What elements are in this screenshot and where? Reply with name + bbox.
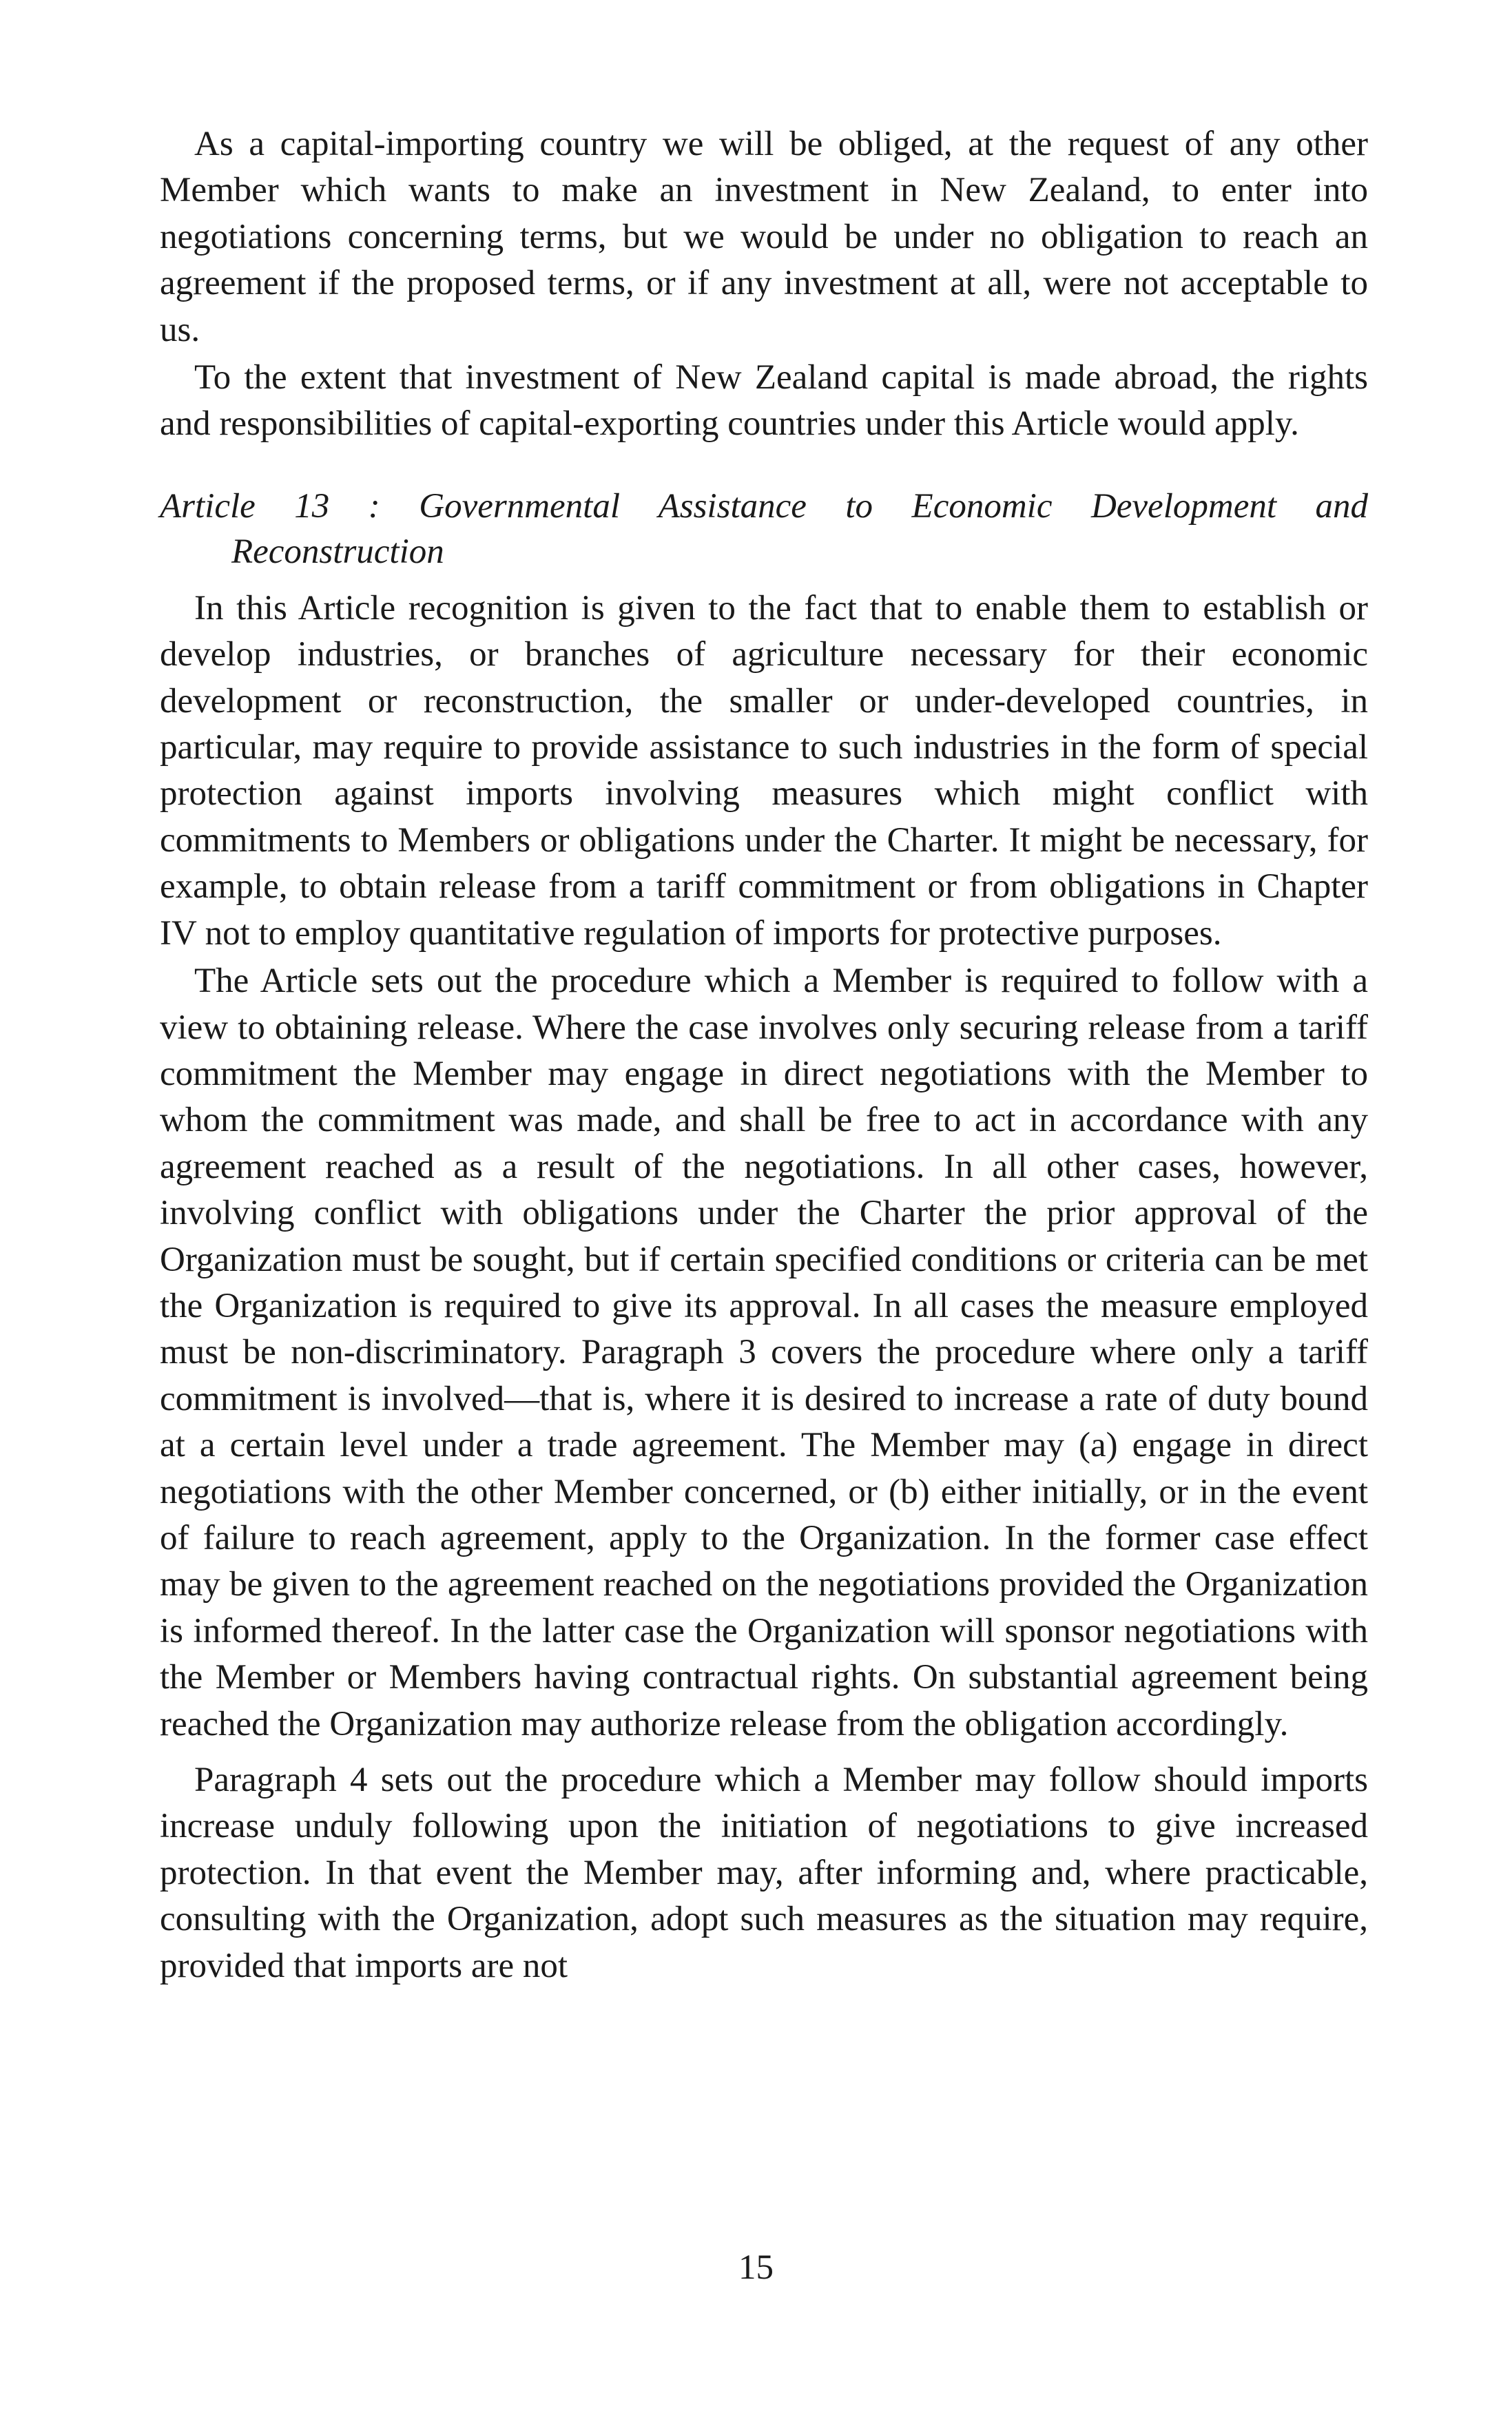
page-number: 15 [738,2248,774,2287]
article-13-heading [160,484,1368,574]
paragraph-capital-exporting: To the extent that investment of New Zealand capital is made abroad, the rights and responsibilities of capital-exporting countries under this Article would apply. [160,358,1368,444]
paragraph-4: Paragraph 4 sets out the procedure which a Member may follow should imports increase unduly following upon the initiation of negotiations to give increased protection. In that event the Member may, after informing and, where practicable, consulting with the Organization, adopt such measures as the situation may require, provided that imports are not [160,1761,1368,1985]
page-body [160,121,1368,1989]
article-13-heading-line1: Article 13 : Governmental Assistance to Economic Development and [160,486,1368,526]
paragraph-recognition: In this Article recognition is given to the fact that to enable them to establish or develop industries, or branches of agriculture necessary for their economic development or reconstruction, the smaller or under-developed countries, in particular, may require to provide assistance to such industries in the form of special protection against imports involving measures which might conflict with commitments to Members or obligations under the Charter. It might be necessary, for example, to obtain release from a tariff commitment or from obligations in Chapter IV not to employ quantitative regulation of imports for protective purposes. [160,588,1368,953]
paragraph-procedure: The Article sets out the procedure which a Member is required to follow with a view to obtaining release. Where the case involves only securing release from a tariff commitment the Member may engage in direct negotiations with the Member to whom the commitment was made, and shall be free to act in accordance with any agreement reached as a result of the negotiations. In all other cases, however, involving conflict with obligations under the Charter the prior approval of the Organization must be sought, but if certain specified conditions or criteria can be met the Organization is required to give its approval. In all cases the measure employed must be non-discriminatory. Paragraph 3 covers the procedure where only a tariff commitment is involved—that is, where it is desired to increase a rate of duty bound at a certain level under a trade agreement. The Member may (a) engage in direct negotiations with the other Member concerned, or (b) either initially, or in the event of failure to reach agreement, apply to the Organization. In the former case effect may be given to the agreement reached on the negotiations provided the Organization is informed thereof. In the latter case the Organization will sponsor negotiations with the Member or Members having contractual rights. On substantial agreement being reached the Organization may authorize release from the obligation accordingly. [160,962,1368,1743]
article-13-heading-line2: Reconstruction [231,532,444,571]
paragraph-capital-importing: As a capital-importing country we will be obliged, at the request of any other Member which wants to make an investment in New Zealand, to enter into negotiations concerning terms, but we would be under no obligation to reach an agreement if the proposed terms, or if any investment at all, were not acceptable to us. [160,125,1368,349]
